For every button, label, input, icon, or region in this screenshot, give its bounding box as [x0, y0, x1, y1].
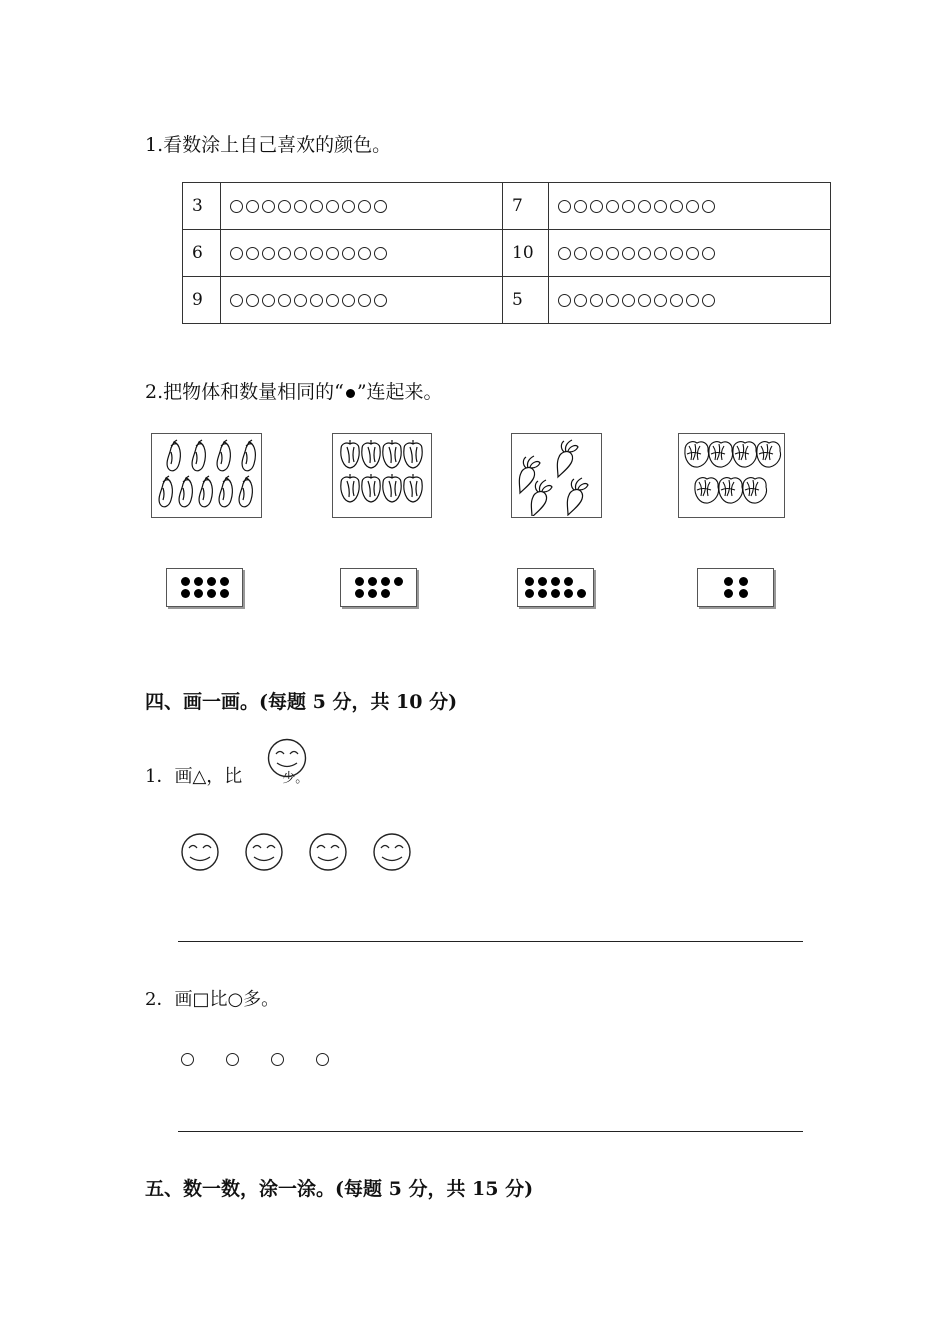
color-circle[interactable] [342, 247, 355, 260]
count-dot [381, 589, 390, 598]
count-dot [381, 577, 390, 586]
color-circle[interactable] [326, 294, 339, 307]
count-dot [207, 589, 216, 598]
color-circle[interactable] [638, 200, 651, 213]
count-dot [181, 577, 190, 586]
color-circle[interactable] [262, 200, 275, 213]
color-circle[interactable] [558, 247, 571, 260]
count-dot [220, 589, 229, 598]
cabbage-icon [679, 434, 783, 516]
color-circle[interactable] [294, 294, 307, 307]
color-circle[interactable] [230, 247, 243, 260]
circle-cell[interactable] [549, 230, 831, 277]
circle-cell[interactable] [549, 183, 831, 230]
count-dot [564, 589, 573, 598]
color-circle[interactable] [342, 294, 355, 307]
color-circle[interactable] [262, 247, 275, 260]
color-circle[interactable] [686, 200, 699, 213]
color-circle[interactable] [310, 294, 323, 307]
smiley-face-icon [308, 832, 348, 872]
table-row [183, 230, 831, 277]
empty-slot [577, 577, 586, 586]
table-row [183, 183, 831, 230]
count-dot [394, 577, 403, 586]
section-4-title: 四、画一画。(每题 5 分，共 10 分) [145, 691, 458, 713]
color-circle[interactable] [702, 200, 715, 213]
color-count-table [182, 182, 831, 324]
color-circle[interactable] [246, 294, 259, 307]
empty-slot [394, 589, 403, 598]
draw-question-1-suffix: 少。 [282, 771, 309, 786]
color-circle[interactable] [310, 247, 323, 260]
color-circle[interactable] [670, 200, 683, 213]
question-2-title-start: 2.把物体和数量相同的“ [145, 381, 344, 403]
color-circle[interactable] [670, 294, 683, 307]
count-dot [525, 577, 534, 586]
number-cell: 6 [183, 230, 221, 277]
count-dot [525, 589, 534, 598]
count-dot [538, 577, 547, 586]
color-circle[interactable] [558, 200, 571, 213]
color-circle[interactable] [654, 200, 667, 213]
count-dot [194, 577, 203, 586]
smiley-face-icon [244, 832, 284, 872]
radish-icon [512, 434, 600, 516]
color-circle[interactable] [622, 200, 635, 213]
color-circle[interactable] [638, 247, 651, 260]
color-circle[interactable] [654, 294, 667, 307]
count-dot [564, 577, 573, 586]
count-dot [577, 589, 586, 598]
answer-line-2[interactable] [178, 1131, 803, 1132]
color-circle[interactable] [654, 247, 667, 260]
count-dot [739, 577, 748, 586]
color-circle[interactable] [670, 247, 683, 260]
number-cell: 5 [503, 277, 549, 324]
color-circle[interactable] [606, 200, 619, 213]
picture-box-radishes[interactable] [511, 433, 602, 518]
count-dot [724, 577, 733, 586]
picture-box-cabbages[interactable] [678, 433, 785, 518]
color-circle[interactable] [374, 294, 387, 307]
circle-cell[interactable] [221, 230, 503, 277]
count-dot [220, 577, 229, 586]
dot-icon [346, 389, 355, 398]
color-circle[interactable] [638, 294, 651, 307]
color-circle[interactable] [374, 200, 387, 213]
color-circle[interactable] [310, 200, 323, 213]
color-circle[interactable] [702, 247, 715, 260]
picture-box-peppers[interactable] [332, 433, 432, 518]
small-circle [271, 1053, 284, 1066]
answer-line-1[interactable] [178, 941, 803, 942]
color-circle[interactable] [606, 294, 619, 307]
color-circle[interactable] [622, 294, 635, 307]
color-circle[interactable] [590, 247, 603, 260]
count-dot [207, 577, 216, 586]
count-dot [739, 589, 748, 598]
circle-cell[interactable] [549, 277, 831, 324]
smiley-face-icon [266, 737, 308, 779]
count-dot [368, 577, 377, 586]
number-cell: 3 [183, 183, 221, 230]
color-circle[interactable] [574, 200, 587, 213]
smiley-face-icon [372, 832, 412, 872]
color-circle[interactable] [702, 294, 715, 307]
number-cell: 9 [183, 277, 221, 324]
draw-question-2: 2．画□比○多。 [145, 989, 280, 1010]
color-circle[interactable] [558, 294, 571, 307]
color-circle[interactable] [278, 200, 291, 213]
color-circle[interactable] [246, 247, 259, 260]
circle-cell[interactable] [221, 277, 503, 324]
question-2-title [145, 377, 443, 404]
count-dot [355, 589, 364, 598]
color-circle[interactable] [606, 247, 619, 260]
color-circle[interactable] [246, 200, 259, 213]
color-circle[interactable] [358, 247, 371, 260]
color-circle[interactable] [294, 200, 307, 213]
count-dot [181, 589, 190, 598]
count-dot [724, 589, 733, 598]
count-dot [368, 589, 377, 598]
color-circle[interactable] [374, 247, 387, 260]
color-circle[interactable] [574, 247, 587, 260]
number-cell: 10 [503, 230, 549, 277]
color-circle[interactable] [278, 247, 291, 260]
color-circle[interactable] [358, 200, 371, 213]
dot-box-1[interactable] [166, 568, 243, 607]
color-circle[interactable] [326, 247, 339, 260]
color-circle[interactable] [262, 294, 275, 307]
small-circle [226, 1053, 239, 1066]
count-dot [551, 577, 560, 586]
dot-box-2[interactable] [340, 568, 417, 607]
color-circle[interactable] [686, 247, 699, 260]
table-row [183, 277, 831, 324]
color-circle[interactable] [294, 247, 307, 260]
count-dot [355, 577, 364, 586]
color-circle[interactable] [278, 294, 291, 307]
color-circle[interactable] [574, 294, 587, 307]
dot-box-4[interactable] [697, 568, 774, 607]
count-dot [194, 589, 203, 598]
dot-box-3[interactable] [517, 568, 594, 607]
color-circle[interactable] [326, 200, 339, 213]
number-cell: 7 [503, 183, 549, 230]
color-circle[interactable] [342, 200, 355, 213]
question-1-title: 1.看数涂上自己喜欢的颜色。 [145, 134, 392, 156]
pepper-icon [333, 434, 430, 516]
circle-cell[interactable] [221, 183, 503, 230]
small-circle [316, 1053, 329, 1066]
color-circle[interactable] [230, 200, 243, 213]
eggplant-icon [152, 434, 260, 516]
count-dot [538, 589, 547, 598]
color-circle[interactable] [230, 294, 243, 307]
color-circle[interactable] [622, 247, 635, 260]
color-circle[interactable] [686, 294, 699, 307]
picture-box-eggplants[interactable] [151, 433, 262, 518]
question-2-title-end: ”连起来。 [356, 381, 443, 403]
color-circle[interactable] [358, 294, 371, 307]
count-dot [551, 589, 560, 598]
section-5-title: 五、数一数，涂一涂。(每题 5 分，共 15 分) [145, 1178, 534, 1200]
draw-question-1-prefix: 1．画△，比 [145, 766, 243, 787]
color-circle[interactable] [590, 200, 603, 213]
smiley-face-icon [180, 832, 220, 872]
small-circle [181, 1053, 194, 1066]
color-circle[interactable] [590, 294, 603, 307]
